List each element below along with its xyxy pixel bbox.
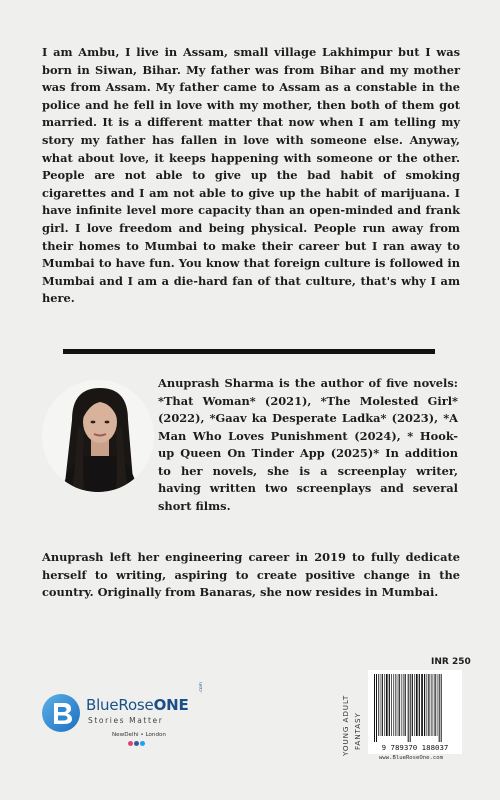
barcode-bar xyxy=(441,674,442,742)
publisher-name: BlueRoseONE xyxy=(86,696,189,714)
publisher-locations: NewDelhi • London xyxy=(112,732,166,738)
barcode-bar xyxy=(384,674,385,736)
barcode-bar xyxy=(419,674,420,736)
publisher-dotcom: .com xyxy=(199,681,204,693)
barcode-bar xyxy=(414,674,415,736)
barcode-bar xyxy=(397,674,398,736)
instagram-icon xyxy=(128,741,133,746)
publisher-url: www.BlueRoseOne.com xyxy=(379,755,443,761)
barcode-bar xyxy=(427,674,428,736)
genre-label xyxy=(339,670,371,758)
divider xyxy=(63,349,435,354)
barcode-bar xyxy=(424,674,425,736)
barcode-bar xyxy=(433,674,434,736)
barcode-bar xyxy=(401,674,402,736)
barcode-bar xyxy=(382,674,383,736)
barcode-bar xyxy=(380,674,381,736)
barcode-bar xyxy=(374,674,375,742)
barcode-bar xyxy=(437,674,438,736)
barcode-bar xyxy=(431,674,432,736)
author-bio: Anuprash Sharma is the author of five novels: *That Woman* (2021), *The Molested Girl* (2022), *Gaav ka Desperate Ladka* (2023), *A Man Who Loves Punishment (2024), * Hook-up Queen On Tinder App (2025)* In addition to her novels, she is a screenplay writer, having written two screenplays and several short films. xyxy=(158,376,458,513)
barcode-bar xyxy=(421,674,423,736)
genre-line-1: YOUNG ADULT xyxy=(341,694,350,756)
barcode-bar xyxy=(378,674,379,736)
isbn-digits: 9 789370 188037 xyxy=(381,743,449,752)
barcode-bar xyxy=(416,674,418,736)
barcode-bar xyxy=(428,674,429,736)
barcode-bar xyxy=(439,674,440,742)
barcode-bar xyxy=(391,674,392,736)
barcode-bar xyxy=(435,674,436,736)
barcode-bar xyxy=(393,674,394,736)
barcode-bar xyxy=(386,674,388,736)
author-bio-continued: Anuprash left her engineering career in 2019 to fully dedicate herself to writing, aspiring to create positive change in the country. Originally from Banaras, she now resides in Mumbai. xyxy=(42,550,460,600)
genre-line-2: FANTASY xyxy=(353,712,362,750)
social-icons xyxy=(128,741,145,746)
barcode-bar xyxy=(410,674,411,742)
publisher-logo xyxy=(42,681,212,770)
barcode-bar xyxy=(408,674,409,742)
barcode-bar xyxy=(395,674,396,736)
barcode-bar xyxy=(399,674,400,736)
bluerose-logo-icon xyxy=(42,694,80,732)
isbn-barcode xyxy=(368,670,462,754)
barcode-bar xyxy=(412,674,413,736)
twitter-icon xyxy=(140,741,145,746)
facebook-icon xyxy=(134,741,139,746)
barcode-bar xyxy=(403,674,404,736)
author-photo xyxy=(42,380,154,492)
back-cover-blurb: I am Ambu, I live in Assam, small village Lakhimpur but I was born in Siwan, Bihar. My father was from Bihar and my mother was from Assam. My father came to Assam as a constable in the police and he fell in love with my mother, then both of them got married. It is a different matter that now when I am telling my story my father has fallen in love with someone else. Anyway, what about love, it keeps happening with someone or the other. People are not able to give up the bad habit of smoking cigarettes and I am not able to give up the habit of marijuana. I have infinite level more capacity than an open-minded and frank girl. I love freedom and being physical. People run away from their homes to Mumbai to make their career but I ran away to Mumbai to have fun. You know that foreign culture is followed in Mumbai and I am a die-hard fan of that culture, that's why I am here. xyxy=(42,45,460,306)
price-label: INR 250 xyxy=(431,657,471,667)
publisher-tagline: Stories Matter xyxy=(88,716,164,725)
barcode-bar xyxy=(376,674,377,742)
barcode-bar xyxy=(405,674,406,736)
barcode-bar xyxy=(389,674,390,736)
